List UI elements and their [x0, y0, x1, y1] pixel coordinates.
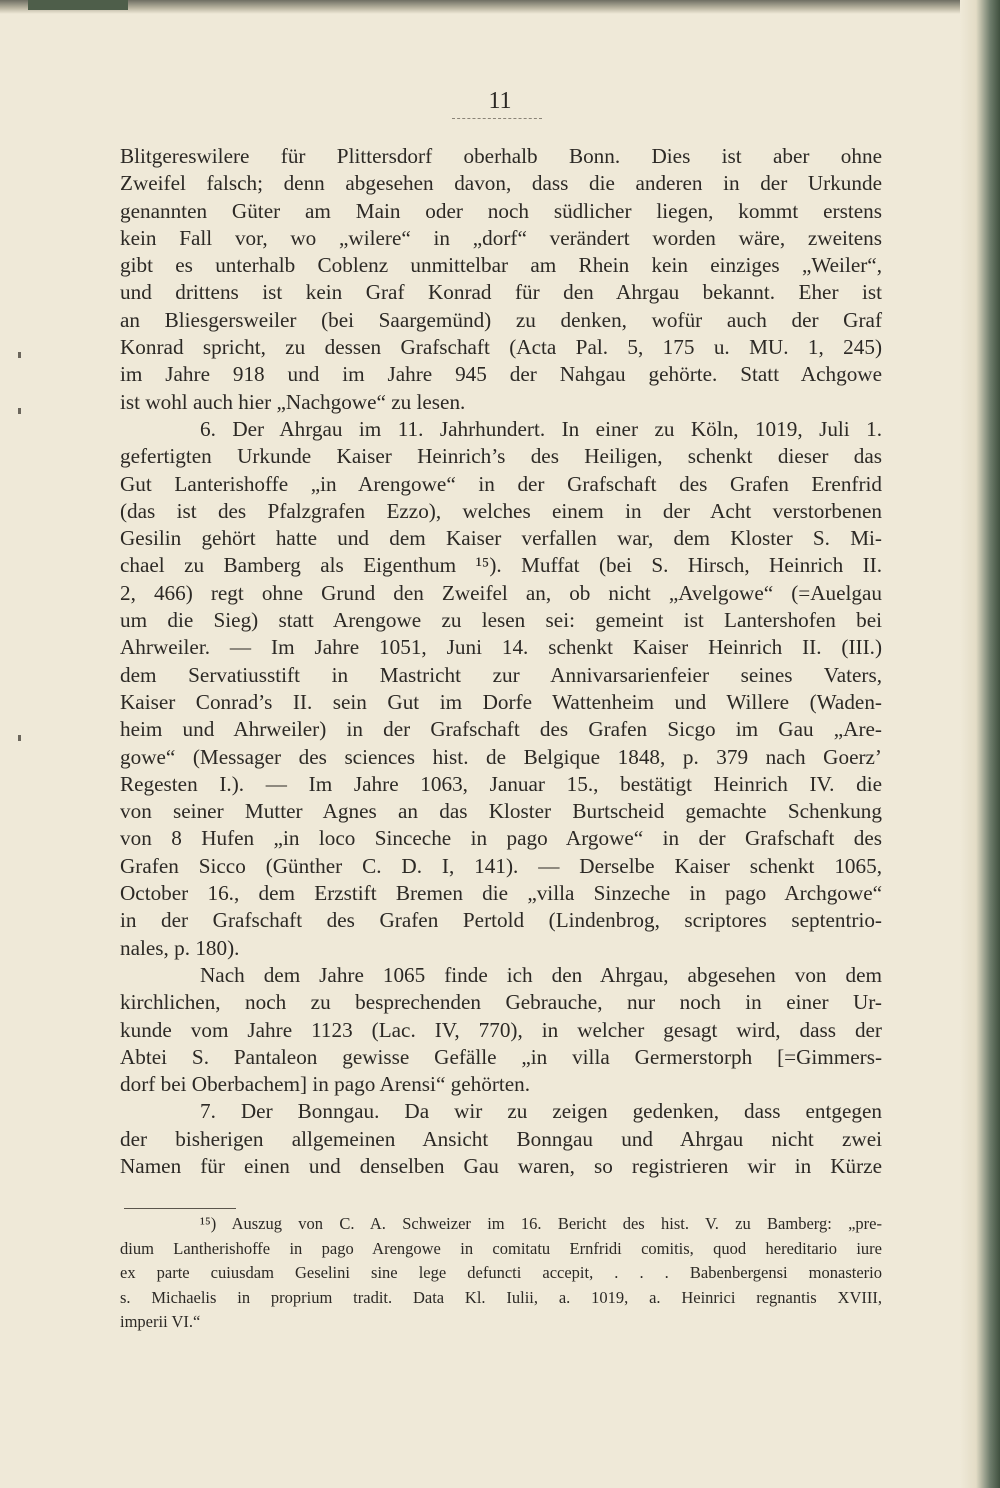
page-right-edge	[960, 0, 1000, 1488]
text-line: Ahrweiler. — Im Jahre 1051, Juni 14. schenkt Kaiser Heinrich II. (III.)	[120, 635, 882, 660]
text-line: nales, p. 180).	[120, 935, 240, 960]
text-line: Nach dem Jahre 1065 finde ich den Ahrgau, abgesehen von dem	[200, 962, 882, 987]
section-heading-line: 6. Der Ahrgau im 11. Jahrhundert. In einer zu Köln, 1019, Juli 1.	[200, 416, 882, 441]
text-line: Konrad spricht, zu dessen Grafschaft (Acta Pal. 5, 175 u. MU. 1, 245)	[120, 335, 882, 360]
text-line: Gut Lanterishoffe „in Arengowe“ in der Grafschaft des Grafen Erenfrid	[120, 471, 882, 496]
page-number: 11	[488, 88, 512, 114]
text-line: Gesilin gehört hatte und dem Kaiser verfallen war, dem Kloster S. Mi-	[120, 526, 882, 551]
body-text	[120, 143, 882, 1180]
text-line: kirchlichen, noch zu besprechenden Gebrauche, nur noch in einer Ur-	[120, 990, 882, 1015]
text-line: Namen für einen und denselben Gau waren, so registrieren wir in Kürze	[120, 1153, 882, 1178]
footnote-line: ¹⁵) Auszug von C. A. Schweizer im 16. Bericht des hist. V. zu Bamberg: „pre-	[200, 1214, 882, 1233]
text-line: Kaiser Conrad’s II. sein Gut im Dorfe Wattenheim und Willere (Waden-	[120, 689, 882, 714]
margin-mark	[18, 408, 21, 414]
text-line: und drittens ist kein Graf Konrad für den Ahrgau bekannt. Eher ist	[120, 280, 882, 305]
text-line: (das ist des Pfalzgrafen Ezzo), welches einem in der Acht verstorbenen	[120, 498, 882, 523]
text-line: Grafen Sicco (Günther C. D. I, 141). — Derselbe Kaiser schenkt 1065,	[120, 853, 882, 878]
text-line: ist wohl auch hier „Nachgowe“ zu lesen.	[120, 389, 466, 414]
text-line: kunde vom Jahre 1123 (Lac. IV, 770), in welcher gesagt wird, dass der	[120, 1017, 882, 1042]
footnotes	[120, 1212, 882, 1335]
text-line: gefertigten Urkunde Kaiser Heinrich’s des Heiligen, schenkt dieser das	[120, 444, 882, 469]
text-line: Blitgereswilere für Plittersdorf oberhalb Bonn. Dies ist aber ohne	[120, 144, 882, 168]
text-line: Abtei S. Pantaleon gewisse Gefälle „in villa Germerstorph [=Gimmers-	[120, 1044, 882, 1069]
footnote-line: s. Michaelis in proprium tradit. Data Kl. Iulii, a. 1019, a. Heinrici regnantis XVIII,	[120, 1287, 882, 1307]
text-line: an Bliesgersweiler (bei Saargemünd) zu denken, wofür auch der Graf	[120, 307, 882, 332]
text-line: Zweifel falsch; denn abgesehen davon, dass die anderen in der Urkunde	[120, 171, 882, 196]
margin-mark	[18, 735, 21, 741]
text-line: kein Fall vor, wo „wilere“ in „dorf“ verändert worden wäre, zweitens	[120, 225, 882, 250]
text-line: genannten Güter am Main oder noch südlicher liegen, kommt erstens	[120, 198, 882, 223]
text-line: der bisherigen allgemeinen Ansicht Bonngau und Ahrgau nicht zwei	[120, 1126, 882, 1151]
text-line: dem Servatiusstift in Mastricht zur Annivarsarienfeier seines Vaters,	[120, 662, 882, 687]
text-line: gibt es unterhalb Coblenz unmittelbar am Rhein kein einziges „Weiler“,	[120, 253, 882, 278]
text-line: im Jahre 918 und im Jahre 945 der Nahgau gehörte. Statt Achgowe	[120, 362, 882, 387]
text-line: von 8 Hufen „in loco Sinceche in pago Argowe“ in der Grafschaft des	[120, 826, 882, 851]
footnote-line: dium Lantherishoffe in pago Arengowe in comitatu Ernfridi comitis, quod hereditario iure	[120, 1238, 882, 1258]
margin-mark	[18, 352, 21, 358]
binding-tape	[28, 0, 128, 10]
footnote-rule	[124, 1208, 236, 1209]
footnote-line: ex parte cuiusdam Geselini sine lege defuncti accepit, . . . Babenbergensi monasterio	[120, 1263, 882, 1282]
text-line: chael zu Bamberg als Eigenthum ¹⁵). Muffat (bei S. Hirsch, Heinrich II.	[120, 553, 882, 578]
page-number-rule	[452, 118, 542, 119]
text-line: gowe“ (Messager des sciences hist. de Belgique 1848, p. 379 nach Goerz’	[120, 744, 882, 769]
footnote-line: imperii VI.“	[120, 1312, 201, 1331]
page-top-edge	[0, 0, 1000, 14]
text-line: dorf bei Oberbachem] in pago Arensi“ gehörten.	[120, 1072, 531, 1097]
text-line: um die Sieg) statt Arengowe zu lesen sei: gemeint ist Lantershofen bei	[120, 608, 882, 633]
text-line: 2, 466) regt ohne Grund den Zweifel an, ob nicht „Avelgowe“ (=Auelgau	[120, 580, 882, 605]
text-line: in der Grafschaft des Grafen Pertold (Lindenbrog, scriptores septentrio-	[120, 908, 882, 933]
section-heading-line: 7. Der Bonngau. Da wir zu zeigen gedenken, dass entgegen	[200, 1099, 882, 1124]
text-line: Regesten I.). — Im Jahre 1063, Januar 15., bestätigt Heinrich IV. die	[120, 771, 882, 796]
text-line: heim und Ahrweiler) in der Grafschaft des Grafen Sicgo im Gau „Are-	[120, 717, 882, 742]
text-line: von seiner Mutter Agnes an das Kloster Burtscheid gemachte Schenkung	[120, 799, 882, 824]
text-line: October 16., dem Erzstift Bremen die „villa Sinzeche in pago Archgowe“	[120, 881, 882, 906]
